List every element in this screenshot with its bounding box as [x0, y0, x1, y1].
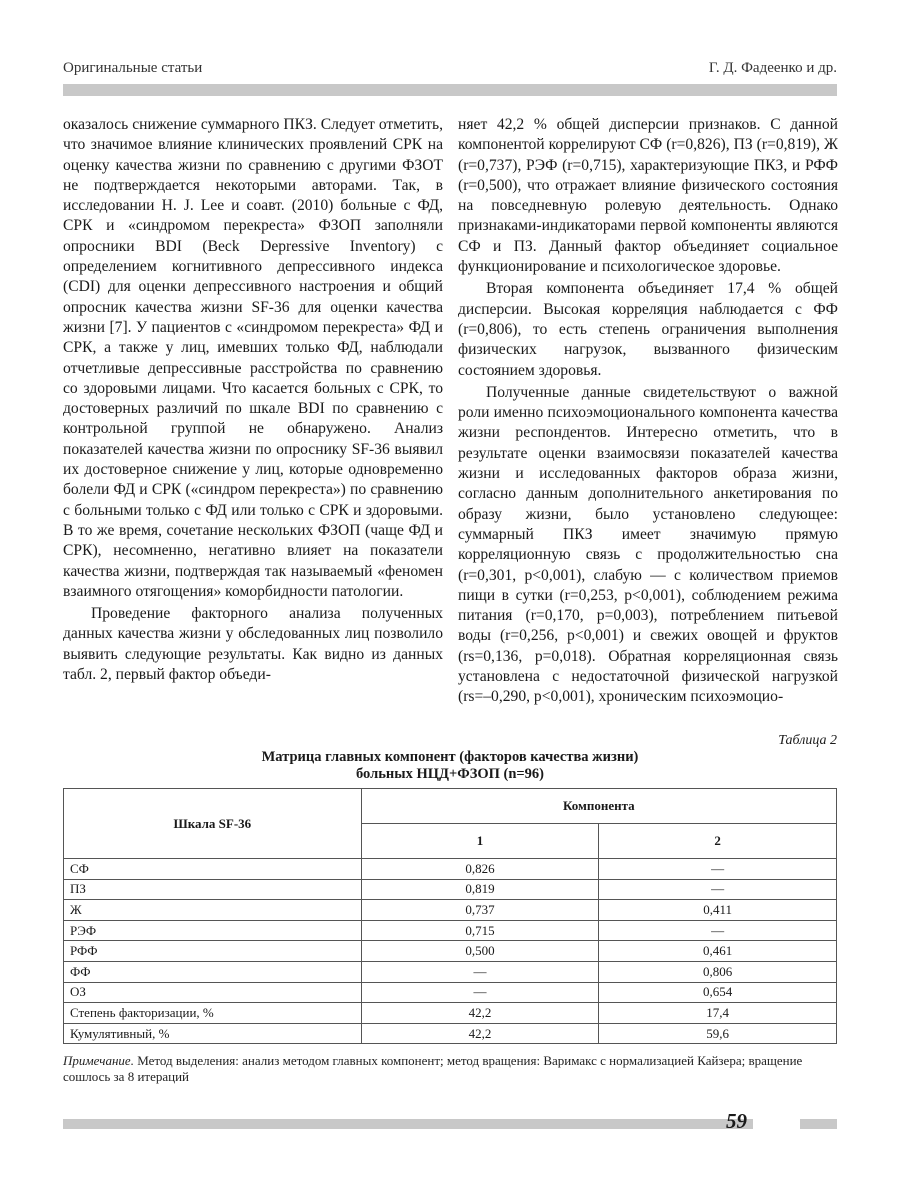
table-title-line: Матрица главных компонент (факторов качества жизни) — [261, 749, 639, 765]
table-row — [64, 900, 837, 921]
component-2-cell: — — [599, 920, 837, 941]
page-header — [63, 60, 837, 82]
table-row — [64, 941, 837, 962]
component-2-cell: 17,4 — [599, 1003, 837, 1024]
component-1-cell: — — [361, 961, 599, 982]
paragraph: Полученные данные свидетельствуют о важной роли именно психоэмоционального компонента качества жизни респондентов. Интересно отметить, что в результате оценки взаимосвязи показателей качества жизни и исследованных факторов образа жизни, согласно данным дополнительного анкетирования по образу жизни, было установлено следующее: суммарный ПКЗ имеет значимую прямую корреляционную связь с продолжительностью сна (r=0,301, p<0,001), слабую — с количеством приемов пищи в сутки (r=0,253, p<0,001), соблюдением режима питания (r=0,170, p=0,003), потреблением питьевой воды (r=0,256, p<0,001) и свежих овощей и фруктов (rs=0,136, p=0,018). Обратная корреляционная связь установлена с недостаточной физической нагрузкой (rs=–0,290, p<0,001), хроническим психоэмоцио- — [458, 383, 838, 706]
component-2-cell: — — [599, 859, 837, 880]
scale-cell: Кумулятивный, % — [64, 1023, 362, 1044]
component-1-cell: 0,819 — [361, 879, 599, 900]
component-2-cell: — — [599, 879, 837, 900]
table-title-line: больных НЦД+ФЗОП (n=96) — [355, 766, 545, 782]
scale-cell: ФФ — [64, 961, 362, 982]
note-lead: Примечание. — [63, 1053, 134, 1068]
component-2-cell: 0,461 — [599, 941, 837, 962]
scale-cell: ПЗ — [64, 879, 362, 900]
component-2-cell: 0,806 — [599, 961, 837, 982]
scale-cell: РФФ — [64, 941, 362, 962]
footer-rule — [63, 1119, 753, 1129]
table-row — [64, 982, 837, 1003]
component-1-cell: 42,2 — [361, 1003, 599, 1024]
left-column — [63, 115, 443, 685]
scale-cell: Степень факторизации, % — [64, 1003, 362, 1024]
component-1-cell: — — [361, 982, 599, 1003]
page-number: 59 — [726, 1109, 747, 1133]
scale-cell: СФ — [64, 859, 362, 880]
paragraph: Проведение факторного анализа полученных данных качества жизни у обследованных лиц позволило выявить следующие результаты. Как видно из данных табл. 2, первый фактор объеди- — [63, 605, 443, 684]
note-text: Метод выделения: анализ методом главных компонент; метод вращения: Варимакс с нормализацией Кайзера; вращение сошлось за 8 итераций — [63, 1053, 803, 1084]
header-rule — [63, 84, 837, 96]
table-title — [63, 749, 837, 783]
right-column — [458, 115, 838, 708]
scale-cell: ОЗ — [64, 982, 362, 1003]
paragraph: няет 42,2 % общей дисперсии признаков. С данной компонентой коррелируют СФ (r=0,826), ПЗ (r=0,819), Ж (r=0,737), РЭФ (r=0,715), характеризующие ПКЗ, и РФФ (r=0,500), что отражает влияние физического состояния на повседневную ролевую деятельность. Однако признаками-индикаторами первой компоненты являются СФ и ПЗ. Данный фактор объединяет социальное функционирование и психологическое здоровье. — [458, 116, 838, 276]
table-row — [64, 1023, 837, 1044]
table-row — [64, 859, 837, 880]
paragraph: Вторая компонента объединяет 17,4 % общей дисперсии. Высокая корреляция наблюдается с ФФ (r=0,806), то есть степень ограничения выполнения физических нагрузок, вызванного физическим состоянием здоровья. — [458, 280, 838, 379]
scale-cell: Ж — [64, 900, 362, 921]
component-1-cell: 0,826 — [361, 859, 599, 880]
paragraph: оказалось снижение суммарного ПКЗ. Следует отметить, что значимое влияние клинических проявлений СРК на оценку качества жизни по сравнению с другими ФЗОТ не подтверждается некоторыми авторами. Так, в исследовании H. J. Lee и соавт. (2010) больные с ФД, СРК и «синдромом перекреста» ФЗОП заполняли опросники BDI (Beck Depressive Inventory) с определением когнитивного депрессивного индекса (CDI) для оценки депрессивного настроения и общий опросник качества жизни SF-36 для оценки качества жизни [7]. У пациентов с «синдромом перекреста» ФД и СРК, а также у лиц, имевших только ФД, наблюдали отчетливые депрессивные расстройства по сравнению со здоровыми лицами. Что касается больных с СРК, то достоверных различий по шкале BDI по сравнению с контрольной группой не обнаружено. Анализ показателей качества жизни по опроснику SF-36 выявил их достоверное снижение у лиц, которые одновременно болели ФД и СРК («синдром перекреста») по сравнению с больными только с ФД или только с СРК и здоровыми. В то же время, сочетание нескольких ФЗОП (чаще ФД и СРК), несомненно, негативно влияет на показатели качества жизни, подтверждая так называемый «феномен взаимного отягощения» коморбидности патологии. — [63, 116, 443, 600]
component-1-cell: 0,500 — [361, 941, 599, 962]
table-row — [64, 920, 837, 941]
header-scale: Шкала SF-36 — [64, 789, 362, 859]
table-row — [64, 879, 837, 900]
component-1-cell: 42,2 — [361, 1023, 599, 1044]
table-row — [64, 961, 837, 982]
header-component-1: 1 — [361, 824, 599, 859]
footer-rule-end — [800, 1119, 837, 1129]
header-component-2: 2 — [599, 824, 837, 859]
table-row — [64, 1003, 837, 1024]
table-note — [63, 1053, 837, 1084]
component-matrix-table — [63, 788, 837, 1044]
section-title: Оригинальные статьи — [63, 60, 203, 76]
component-1-cell: 0,715 — [361, 920, 599, 941]
component-2-cell: 0,654 — [599, 982, 837, 1003]
component-2-cell: 0,411 — [599, 900, 837, 921]
component-1-cell: 0,737 — [361, 900, 599, 921]
table-label: Таблица 2 — [778, 733, 837, 748]
authors: Г. Д. Фадеенко и др. — [708, 60, 837, 76]
header-component: Компонента — [361, 789, 836, 824]
component-2-cell: 59,6 — [599, 1023, 837, 1044]
scale-cell: РЭФ — [64, 920, 362, 941]
